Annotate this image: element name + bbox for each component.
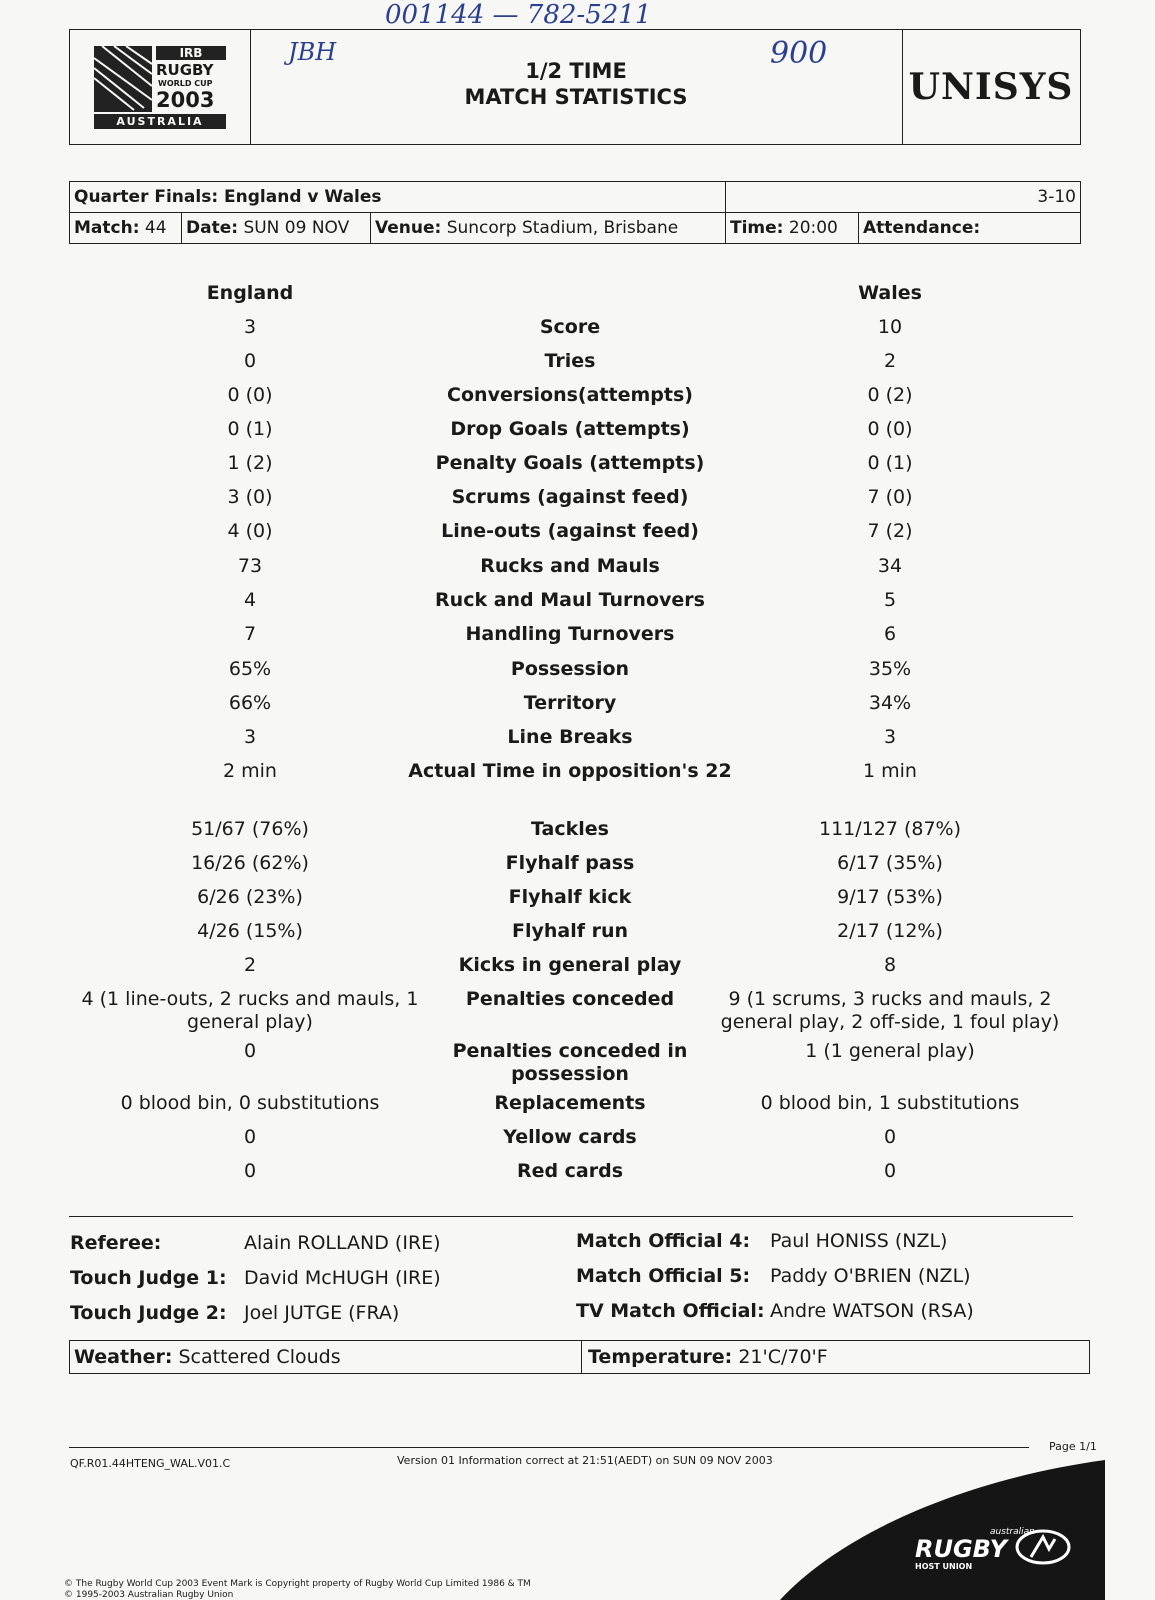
stat-home-value: 4	[243, 589, 257, 611]
handwritten-reference: 001144 — 782-5211	[385, 0, 652, 30]
time-cell: Time: 20:00	[726, 213, 859, 244]
stat-away-value: 7 (0)	[867, 486, 913, 508]
stat-home-value: 73	[237, 555, 263, 577]
stat-away-value: 1 min	[863, 760, 917, 782]
match-info-table	[69, 181, 1081, 244]
stat-label: Conversions(attempts)	[447, 384, 693, 406]
stat-home-value: 0 (0)	[227, 384, 273, 406]
logo-worldcup-text: WORLD CUP	[158, 79, 213, 88]
stat-home-value: 2	[243, 954, 257, 976]
stat-label: Red cards	[516, 1160, 624, 1182]
logo-cell	[70, 30, 251, 144]
stat-away-value: 2/17 (12%)	[837, 920, 943, 942]
stat-label: Handling Turnovers	[465, 623, 675, 645]
stat-label: Tries	[544, 350, 596, 372]
stat-home-value: 66%	[228, 692, 272, 714]
stat-label: Flyhalf pass	[505, 852, 635, 874]
stat-away-value: 6	[883, 623, 897, 645]
conditions-box	[69, 1340, 1090, 1374]
referee-row: Referee: Alain ROLLAND (IRE)	[70, 1232, 441, 1254]
stat-label: Line-outs (against feed)	[441, 520, 699, 542]
document-id: QF.R01.44HTENG_WAL.V01.C	[70, 1457, 231, 1470]
aru-logo: RUGBY	[915, 1535, 1008, 1563]
stat-home-value: 3	[243, 316, 257, 338]
rwc-logo	[94, 46, 226, 130]
logo-year-text: 2003	[156, 88, 215, 112]
stat-away-value: 1 (1 general play)	[805, 1040, 975, 1062]
stat-label: Score	[539, 316, 601, 338]
stat-home-value: 7	[243, 623, 257, 645]
stat-away-value: 10	[877, 316, 903, 338]
stat-home-value: 0	[243, 1126, 257, 1148]
stat-label: Possession	[510, 658, 630, 680]
stat-label: Scrums (against feed)	[451, 486, 689, 508]
stat-home-value: 4/26 (15%)	[197, 920, 303, 942]
stat-away-value: 9 (1 scrums, 3 rucks and mauls, 2 general play, 2 off-side, 1 foul play)	[720, 988, 1060, 1033]
stat-home-value: 65%	[228, 658, 272, 680]
stat-away-value: 0 (2)	[867, 384, 913, 406]
wallaby-icon	[1015, 1527, 1071, 1567]
stat-label: Penalty Goals (attempts)	[435, 452, 705, 474]
stat-home-value: 0 (1)	[227, 418, 273, 440]
home-team-name: England	[206, 282, 294, 304]
stat-away-value: 34%	[868, 692, 912, 714]
stat-label: Rucks and Mauls	[480, 555, 660, 577]
stat-away-value: 9/17 (53%)	[837, 886, 943, 908]
stat-away-value: 5	[883, 589, 897, 611]
copyright-2: © 1995-2003 Australian Rugby Union	[64, 1590, 234, 1600]
stat-home-value: 51/67 (76%)	[191, 818, 309, 840]
stat-home-value: 3	[243, 726, 257, 748]
logo-rugby-text: RUGBY	[156, 61, 214, 79]
touch-judge-2-row: Touch Judge 2: Joel JUTGE (FRA)	[70, 1302, 400, 1324]
stat-away-value: 0	[883, 1126, 897, 1148]
stat-home-value: 1 (2)	[227, 452, 273, 474]
stat-home-value: 3 (0)	[227, 486, 273, 508]
stat-home-value: 0	[243, 1040, 257, 1062]
stat-away-value: 0 (0)	[867, 418, 913, 440]
stat-label: Flyhalf kick	[508, 886, 632, 908]
tv-match-official-row: TV Match Official: Andre WATSON (RSA)	[576, 1300, 974, 1322]
stat-home-value: 2 min	[223, 760, 277, 782]
handwritten-number: 900	[770, 36, 828, 71]
stage-cell: Quarter Finals: England v Wales	[70, 182, 726, 213]
handwritten-initials: JBH	[288, 38, 337, 66]
stat-home-value: 4 (1 line-outs, 2 rucks and mauls, 1 general play)	[81, 988, 419, 1033]
stat-home-value: 4 (0)	[227, 520, 273, 542]
stat-label: Drop Goals (attempts)	[450, 418, 690, 440]
match-official-5-row: Match Official 5: Paddy O'BRIEN (NZL)	[576, 1265, 971, 1287]
venue-cell: Venue: Suncorp Stadium, Brisbane	[371, 213, 726, 244]
page-number: Page 1/1	[1049, 1440, 1097, 1453]
stat-label: Line Breaks	[507, 726, 633, 748]
attendance-cell: Attendance:	[859, 213, 1081, 244]
stat-away-value: 34	[877, 555, 903, 577]
version-info: Version 01 Information correct at 21:51(AEDT) on SUN 09 NOV 2003	[397, 1454, 773, 1467]
sponsor-logo: UNISYS	[908, 66, 1074, 108]
aru-logo-small: australian	[990, 1527, 1035, 1537]
divider-line	[69, 1216, 1073, 1217]
stat-label: Territory	[523, 692, 617, 714]
sponsor-cell	[902, 30, 1080, 144]
title-cell	[250, 30, 903, 144]
page-title-line2: MATCH STATISTICS	[464, 85, 688, 109]
stat-label: Flyhalf run	[511, 920, 629, 942]
match-official-4-row: Match Official 4: Paul HONISS (NZL)	[576, 1230, 948, 1252]
stat-home-value: 0	[243, 350, 257, 372]
stat-label: Tackles	[531, 818, 609, 840]
stat-home-value: 6/26 (23%)	[197, 886, 303, 908]
touch-judge-1-row: Touch Judge 1: David McHUGH (IRE)	[70, 1267, 441, 1289]
temperature-cell: Temperature: 21'C/70'F	[588, 1346, 828, 1368]
footer-line	[69, 1447, 1029, 1448]
stat-label: Yellow cards	[503, 1126, 637, 1148]
logo-country-text: AUSTRALIA	[94, 114, 226, 129]
logo-irb-text: IRB	[156, 46, 226, 60]
aru-logo-sub: HOST UNION	[915, 1562, 973, 1571]
stat-label: Kicks in general play	[458, 954, 682, 976]
copyright-1: © The Rugby World Cup 2003 Event Mark is Copyright property of Rugby World Cup Limited 1986 & TM	[64, 1579, 531, 1589]
stat-away-value: 0 blood bin, 1 substitutions	[760, 1092, 1020, 1114]
stat-label: Actual Time in opposition's 22	[408, 760, 732, 782]
date-cell: Date: SUN 09 NOV	[182, 213, 371, 244]
stat-away-value: 7 (2)	[867, 520, 913, 542]
rwc-ball-icon	[94, 46, 154, 112]
stat-away-value: 2	[883, 350, 897, 372]
stat-away-value: 6/17 (35%)	[837, 852, 943, 874]
stat-away-value: 35%	[868, 658, 912, 680]
weather-cell: Weather: Scattered Clouds	[70, 1341, 582, 1373]
match-cell: Match: 44	[70, 213, 182, 244]
stat-away-value: 0 (1)	[867, 452, 913, 474]
away-team-name: Wales	[858, 282, 922, 304]
stat-label: Penalties conceded in possession	[452, 1040, 688, 1085]
stat-away-value: 0	[883, 1160, 897, 1182]
header-box	[69, 29, 1081, 145]
stat-away-value: 111/127 (87%)	[818, 818, 962, 840]
stat-home-value: 0 blood bin, 0 substitutions	[120, 1092, 380, 1114]
stat-away-value: 8	[883, 954, 897, 976]
stat-label: Replacements	[494, 1092, 646, 1114]
stat-label: Penalties conceded	[465, 988, 675, 1010]
stat-home-value: 16/26 (62%)	[191, 852, 309, 874]
stat-home-value: 0	[243, 1160, 257, 1182]
stat-label: Ruck and Maul Turnovers	[435, 589, 705, 611]
score-cell: 3-10	[726, 182, 1081, 213]
stat-away-value: 3	[883, 726, 897, 748]
page-title-line1: 1/2 TIME	[525, 59, 627, 83]
